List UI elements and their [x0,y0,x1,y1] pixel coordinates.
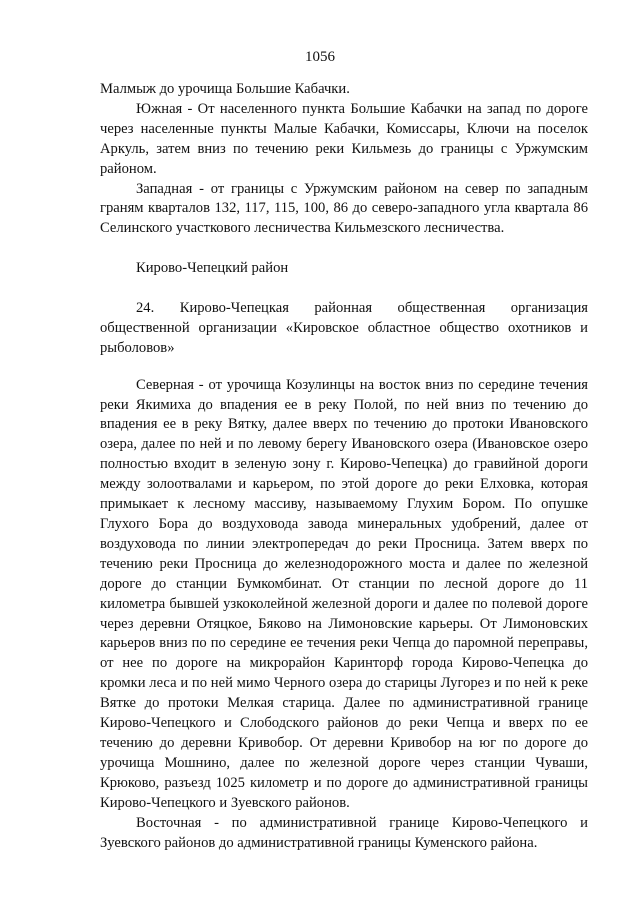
north-boundary-paragraph: Северная - от урочища Козулинцы на восток вниз по середине течения реки Якимиха до впадения ее в реку Полой, по ней вниз по течению до впадения ее в реку Вятку, далее вверх по течению до протоки Ивановского озера, далее по ней и по левому берегу Ивановского озера (Ивановское озеро полностью входит в зеленую зону г. Кирово-Чепецка) до гравийной дороги между золоотвалами и карьером, по этой дороге до реки Елховка, которая примыкает к лесному массиву, называемому Глухим Бором. По опушке Глухого Бора до воздуховода завода минеральных удобрений, далее от воздуховода по линии электропередач до реки Просница. Затем вверх по течению реки Просница до железнодорожного моста и далее по железной дороге до станции Бумкомбинат. От станции по лесной дороге до 11 километра бывшей узкоколейной железной дороги и далее по полевой дороге через деревни Отяцкое, Бяково на Лимоновские карьеры. От Лимоновских карьеров вниз по по середине ее течения реки Чепца до паромной переправы, от нее по дороге на микрорайон Каринторф города Кирово-Чепецка до кромки леса и по ней мимо Черного озера до старицы Лугорез и по ней к реке Вятке до протоки Мелкая старица. Далее по административной границе Кирово-Чепецкого и Слободского районов до реки Чепца и вверх по ее течению до деревни Кривобор. От деревни Кривобор на юг по дороге до урочища Мошнино, далее по железной дороге через станции Чуваши, Крюково, разъезд 1025 километр и по дороге до административной границы Кирово-Чепецкого и Зуевского районов. [100,376,588,811]
organization-title: 24. Кирово-Чепецкая районная общественная организация общественной организации «Кировское областное общество охотников и рыболовов» [100,299,588,356]
page-number: 1056 [305,49,335,65]
west-boundary-paragraph: Западная - от границы с Уржумским районом на север по западным граням кварталов 132, 117, 115, 100, 86 до северо-западного угла квартала 86 Селинского участкового лесничества Кильмезского лесничества. [100,180,588,237]
east-boundary-paragraph: Восточная - по административной границе Кирово-Чепецкого и Зуевского районов до административной границы Куменского района. [100,814,588,851]
district-heading: Кирово-Чепецкий район [136,260,289,277]
continuation-line: Малмыж до урочища Большие Кабачки. [100,81,350,97]
south-boundary-paragraph: Южная - От населенного пункта Большие Кабачки на запад по дороге через населенные пункты Малые Кабачки, Комиссары, Ключи на поселок Аркуль, затем вниз по течению реки Кильмезь до границы с Уржумским районом. [100,100,588,177]
document-body [100,80,588,853]
